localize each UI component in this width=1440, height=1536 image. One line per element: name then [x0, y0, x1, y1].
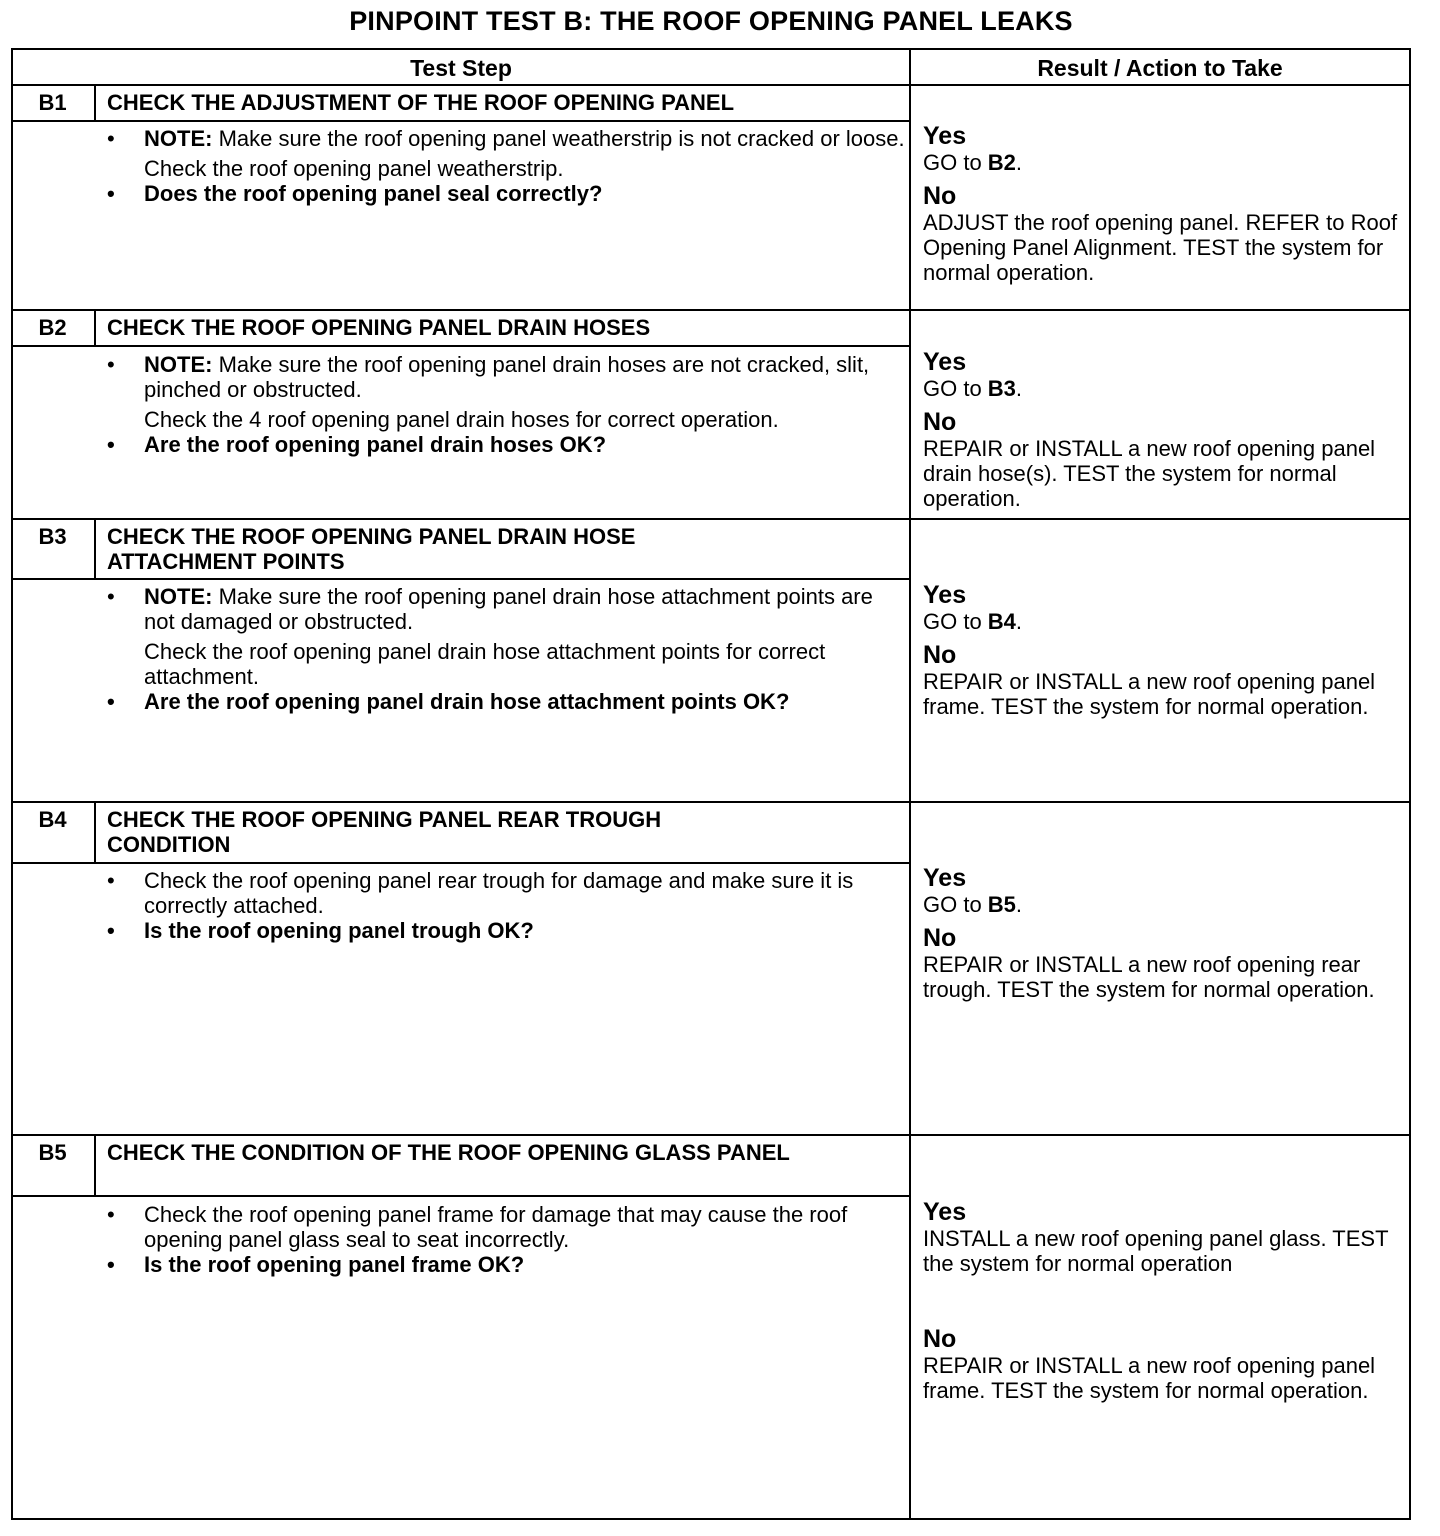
step-title: CHECK THE ROOF OPENING PANEL REAR TROUGH CONDITION	[107, 807, 662, 857]
note-bullet	[105, 126, 905, 151]
bullet-icon: •	[107, 689, 115, 714]
question-bullet	[105, 689, 905, 714]
table-border-top	[11, 48, 1411, 50]
question-bullet	[105, 918, 905, 943]
yes-text: GO to	[923, 609, 988, 634]
table-border-left	[11, 48, 13, 1520]
yes-action	[923, 609, 1407, 634]
yes-action	[923, 150, 1407, 175]
bullet-icon: •	[107, 918, 115, 943]
yes-text-end: .	[1015, 609, 1023, 634]
note-text: Make sure the roof opening panel drain hoses are not cracked, slit, pinched or obstructed.	[144, 352, 870, 402]
note-label: NOTE:	[144, 126, 213, 151]
goto-ref: B5	[987, 892, 1016, 917]
note-bullet	[105, 584, 905, 634]
row-divider-b2	[11, 309, 1411, 311]
yes-action	[923, 376, 1407, 401]
check-text: Check the roof opening panel drain hose attachment points for correct attachment.	[144, 639, 826, 689]
b5-id-divider	[94, 1134, 96, 1197]
question-bullet	[105, 1252, 905, 1277]
question-text: Is the roof opening panel frame OK?	[144, 1252, 525, 1277]
bullet-icon: •	[107, 584, 115, 609]
no-action: REPAIR or INSTALL a new roof opening panel frame. TEST the system for normal operation.	[923, 669, 1376, 719]
check-text: Check the roof opening panel frame for damage that may cause the roof opening panel glass seal to seat incorrectly.	[144, 1202, 848, 1252]
question-bullet	[105, 432, 905, 457]
no-action: REPAIR or INSTALL a new roof opening panel drain hose(s). TEST the system for normal operation.	[923, 436, 1376, 511]
check-text: Check the 4 roof opening panel drain hoses for correct operation.	[144, 407, 779, 432]
row-divider-b3	[11, 518, 1411, 520]
yes-label: Yes	[923, 864, 967, 892]
yes-text: GO to	[923, 376, 988, 401]
step-instructions	[105, 126, 905, 206]
pinpoint-test-table	[11, 48, 1411, 1520]
b5-title-divider	[11, 1195, 911, 1197]
b2-id-divider	[94, 309, 96, 347]
bullet-icon: •	[107, 126, 115, 151]
b4-title-divider	[11, 862, 911, 864]
yes-label: Yes	[923, 122, 967, 150]
note-bullet	[105, 352, 905, 402]
check-bullet	[105, 1202, 905, 1252]
yes-label: Yes	[923, 581, 967, 609]
no-label: No	[923, 924, 957, 952]
bullet-icon: •	[107, 432, 115, 457]
step-instructions	[105, 584, 905, 714]
row-divider-b4	[11, 801, 1411, 803]
yes-text: GO to	[923, 150, 988, 175]
b2-title-divider	[11, 345, 911, 347]
bullet-icon: •	[107, 352, 115, 377]
step-result	[923, 1199, 1407, 1403]
step-id: B3	[38, 524, 67, 549]
yes-text-end: .	[1015, 376, 1023, 401]
check-text: Check the roof opening panel rear trough for damage and make sure it is correctly attached.	[144, 868, 854, 918]
yes-text-end: .	[1015, 892, 1023, 917]
step-result	[923, 582, 1407, 719]
note-text: Make sure the roof opening panel weatherstrip is not cracked or loose.	[212, 126, 905, 151]
question-text: Is the roof opening panel trough OK?	[144, 918, 534, 943]
goto-ref: B4	[987, 609, 1016, 634]
step-id: B1	[38, 90, 67, 115]
header-test-step: Test Step	[410, 55, 512, 81]
bullet-icon: •	[107, 868, 115, 893]
note-label: NOTE:	[144, 584, 213, 609]
column-divider	[909, 48, 911, 1520]
no-action: REPAIR or INSTALL a new roof opening panel frame. TEST the system for normal operation.	[923, 1353, 1376, 1403]
page-title: PINPOINT TEST B: THE ROOF OPENING PANEL LEAKS	[349, 6, 1073, 36]
question-bullet	[105, 181, 905, 206]
b1-title-divider	[11, 120, 911, 122]
step-title: CHECK THE CONDITION OF THE ROOF OPENING GLASS PANEL	[107, 1140, 790, 1165]
yes-text: GO to	[923, 892, 988, 917]
step-title: CHECK THE ROOF OPENING PANEL DRAIN HOSES	[107, 315, 651, 340]
step-instructions	[105, 352, 905, 457]
b1-id-divider	[94, 84, 96, 122]
yes-label: Yes	[923, 348, 967, 376]
check-bullet	[105, 868, 905, 918]
no-label: No	[923, 1325, 957, 1353]
step-instructions	[105, 1202, 905, 1277]
question-text: Are the roof opening panel drain hose attachment points OK?	[144, 689, 790, 714]
question-text: Are the roof opening panel drain hoses OK?	[144, 432, 607, 457]
yes-label: Yes	[923, 1198, 967, 1226]
step-id: B5	[38, 1140, 67, 1165]
no-action: REPAIR or INSTALL a new roof opening rear trough. TEST the system for normal operation.	[923, 952, 1375, 1002]
step-id: B2	[38, 315, 67, 340]
bullet-icon: •	[107, 1252, 115, 1277]
step-result	[923, 123, 1407, 285]
step-id: B4	[38, 807, 67, 832]
yes-text-end: .	[1015, 150, 1023, 175]
b4-id-divider	[94, 801, 96, 864]
step-result	[923, 865, 1407, 1002]
goto-ref: B2	[987, 150, 1016, 175]
step-title: CHECK THE ADJUSTMENT OF THE ROOF OPENING PANEL	[107, 90, 735, 115]
bullet-icon: •	[107, 1202, 115, 1227]
no-label: No	[923, 408, 957, 436]
step-instructions	[105, 868, 905, 943]
yes-action	[923, 892, 1407, 917]
header-result-action: Result / Action to Take	[1037, 55, 1283, 81]
goto-ref: B3	[987, 376, 1016, 401]
note-text: Make sure the roof opening panel drain hose attachment points are not damaged or obstructed.	[144, 584, 873, 634]
b3-id-divider	[94, 518, 96, 580]
check-text: Check the roof opening panel weatherstrip.	[144, 156, 564, 181]
no-label: No	[923, 182, 957, 210]
step-title: CHECK THE ROOF OPENING PANEL DRAIN HOSE ATTACHMENT POINTS	[107, 524, 636, 574]
step-result	[923, 349, 1407, 511]
yes-action: INSTALL a new roof opening panel glass. TEST the system for normal operation	[923, 1226, 1389, 1276]
row-divider-b5	[11, 1134, 1411, 1136]
table-border-right	[1409, 48, 1411, 1520]
no-label: No	[923, 641, 957, 669]
no-action: ADJUST the roof opening panel. REFER to Roof Opening Panel Alignment. TEST the system for normal operation.	[923, 210, 1398, 285]
b3-title-divider	[11, 578, 911, 580]
note-label: NOTE:	[144, 352, 213, 377]
question-text: Does the roof opening panel seal correctly?	[144, 181, 603, 206]
table-border-bottom	[11, 1518, 1411, 1520]
bullet-icon: •	[107, 181, 115, 206]
